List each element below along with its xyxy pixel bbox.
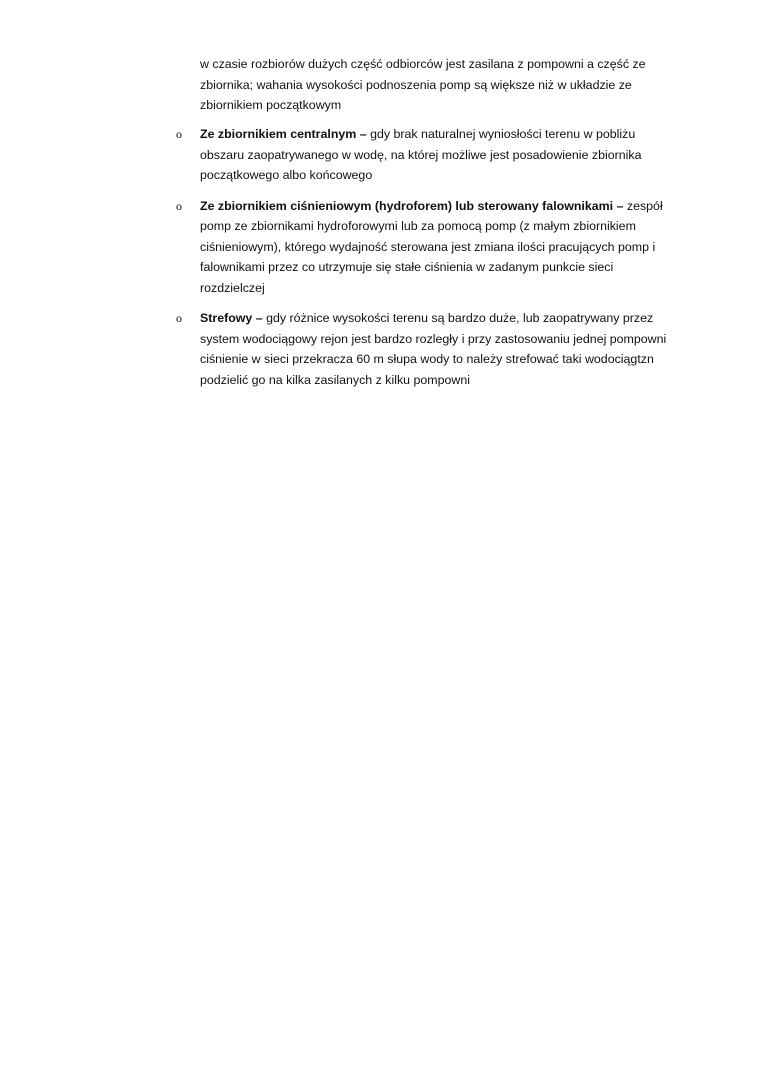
list-item-text [200, 196, 670, 299]
list-item-description: gdy różnice wysokości terenu są bardzo duże, lub zaopatrywany przez system wodociągowy rejon jest bardzo rozległy i przy zastosowaniu jednej pompowni ciśnienie w sieci przekracza 60 m słupa wody to należy strefować taki wodociągtzn podzielić go na kilka zasilanych z kilku pompowni [200, 311, 667, 387]
list-item-zonal [0, 308, 760, 390]
bullet-icon: o [176, 127, 182, 141]
bullet-list [0, 124, 760, 400]
continuation-paragraph: w czasie rozbiorów dużych część odbiorców jest zasilana z pompowni a część ze zbiornika; wahania wysokości podnoszenia pomp są większe niż w układzie ze zbiornikiem początkowym [200, 57, 646, 112]
list-item-text [200, 308, 670, 390]
list-item-term: Ze zbiornikiem ciśnieniowym (hydroforem) lub sterowany falownikami – [200, 198, 624, 213]
list-item-central-tank [0, 124, 760, 186]
list-item-description: zespół pomp ze zbiornikami hydroforowymi lub za pomocą pomp (z małym zbiornikiem ciśnieniowym), którego wydajność sterowana jest zmiana ilości pracujących pomp i falownikami przez co utrzymuje się stałe ciśnienia w zadanym punkcie sieci rozdzielczej [200, 198, 663, 295]
bullet-icon: o [176, 311, 182, 325]
list-item-term: Strefowy – [200, 311, 263, 325]
bullet-icon: o [176, 198, 182, 213]
list-item-description: gdy brak naturalnej wyniosłości terenu w pobliżu obszaru zaopatrywanego w wodę, na której możliwe jest posadowienie zbiornika początkowego albo końcowego [200, 127, 642, 182]
list-item-term: Ze zbiornikiem centralnym – [200, 127, 367, 141]
list-item-pressure-tank [0, 196, 760, 299]
list-item-text [200, 124, 670, 186]
